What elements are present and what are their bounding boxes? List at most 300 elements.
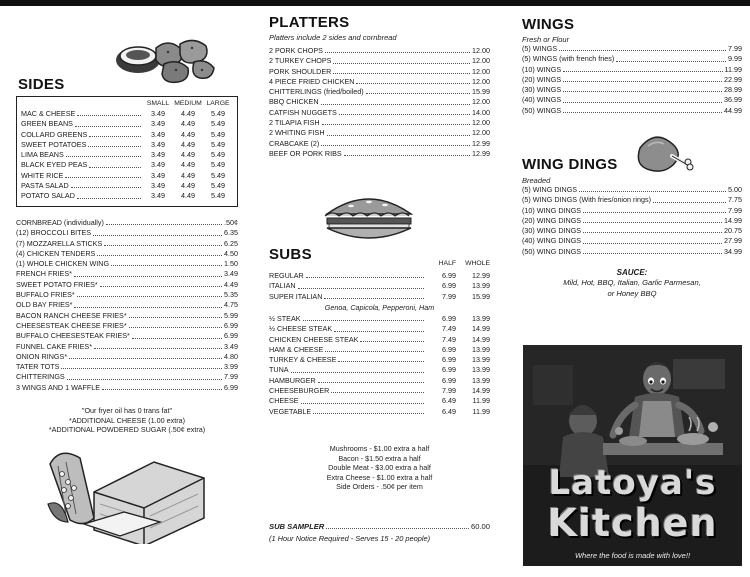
dot-leader: [563, 75, 722, 82]
side-extra-price: 4.50: [224, 248, 238, 258]
side-extra-price: 6.99: [224, 320, 238, 330]
platter-name: 2 WHITING FISH: [269, 128, 325, 138]
side-extra: [16, 321, 238, 331]
side-extra-price: 3.49: [224, 269, 238, 279]
side-extra-name: (7) MOZZARELLA STICKS: [16, 238, 103, 248]
sub-price-whole: 12.99: [472, 271, 490, 280]
dot-leader: [306, 271, 424, 278]
side-extra-name: FUNNEL CAKE FRIES*: [16, 341, 93, 351]
wing-ding: [522, 236, 742, 246]
side-extra-name: (1) WHOLE CHICKEN WING: [16, 259, 110, 269]
wing-ding-price: 7.75: [728, 195, 742, 205]
subs-half-label: HALF: [438, 260, 456, 267]
wing-ding: [522, 247, 742, 257]
sides-note-fryer: "Our fryer oil has 0 trans fat": [81, 406, 173, 415]
side-name: LIMA BEANS: [21, 150, 64, 160]
dot-leader: [74, 269, 222, 276]
dot-leader: [322, 118, 470, 125]
dot-leader: [333, 56, 470, 63]
sub-item: [269, 271, 490, 281]
platters-title: PLATTERS: [269, 14, 350, 31]
sub-price-whole: 13.99: [472, 365, 490, 375]
wing: [522, 75, 742, 85]
side-extra: [16, 218, 238, 228]
platter-name: PORK SHOULDER: [269, 66, 332, 76]
subs-title: SUBS: [269, 246, 312, 263]
sides-table: [16, 96, 238, 207]
platters-subtitle: Platters include 2 sides and cornbread: [269, 33, 397, 42]
platter-name: 4 PIECE FRIED CHICKEN: [269, 76, 355, 86]
sub-sampler-row: [269, 522, 490, 532]
dot-leader: [129, 311, 222, 318]
sauce-block: [522, 268, 742, 299]
side-extra-price: 5.35: [224, 290, 238, 300]
sub-price-half: 7.99: [442, 386, 456, 396]
platter-price: 12.00: [472, 56, 490, 66]
side-extra-price: 6.25: [224, 238, 238, 248]
wing-ding-name: (40) WING DINGS: [522, 236, 582, 246]
dot-leader: [326, 522, 469, 529]
platter: [269, 118, 490, 128]
dot-leader: [360, 335, 424, 342]
subs-extra-side-orders: Side Orders - .50¢ per item: [336, 482, 423, 491]
dot-leader: [94, 342, 222, 349]
platter: [269, 46, 490, 56]
sub-price-half: 6.99: [442, 314, 456, 323]
dot-leader: [67, 372, 222, 379]
sub-price-whole: 15.99: [472, 291, 490, 301]
wing-price: 36.99: [724, 95, 742, 105]
sub-price-half: 6.99: [442, 344, 456, 354]
side-extra-name: CORNBREAD (individually): [16, 218, 104, 227]
sides-list: [21, 109, 233, 202]
sub-item: [269, 324, 490, 334]
side-extra-price: 6.99: [224, 331, 238, 341]
platter: [269, 139, 490, 149]
sides-row: [21, 160, 233, 170]
side-price-medium: 4.49: [181, 191, 195, 201]
side-extra-name: (4) CHICKEN TENDERS: [16, 248, 96, 258]
side-extra-price: 3.99: [224, 362, 238, 372]
brand-name-line-2: Kitchen: [547, 501, 718, 545]
platter: [269, 67, 490, 77]
side-price-small: 3.49: [151, 119, 165, 129]
platter-name: 2 PORK CHOPS: [269, 46, 323, 55]
wing: [522, 65, 742, 75]
dot-leader: [356, 77, 470, 84]
platter-price: 12.99: [472, 138, 490, 148]
wing-ding: [522, 226, 742, 236]
brand-logo: [523, 345, 742, 566]
platter-name: CRABCAKE (2): [269, 138, 320, 148]
sub-item: [269, 355, 490, 365]
side-extra: [16, 383, 238, 393]
dot-leader: [61, 362, 222, 369]
sides-extras-list: [16, 218, 238, 393]
dot-leader: [563, 65, 722, 72]
sub-price-half: 6.99: [442, 281, 456, 291]
side-price-medium: 4.49: [181, 181, 195, 191]
sub-name: HAM & CHEESE: [269, 344, 324, 354]
side-extra-name: SWEET POTATO FRIES*: [16, 279, 98, 289]
side-price-large: 5.49: [211, 129, 225, 139]
dot-leader: [559, 44, 726, 51]
side-price-large: 5.49: [211, 191, 225, 201]
dot-leader: [97, 249, 222, 256]
dot-leader: [301, 396, 424, 403]
sub-item: [269, 281, 490, 291]
dot-leader: [69, 352, 222, 359]
sub-price-half: 6.99: [442, 271, 456, 280]
super-italian-note: Genoa, Capicola, Pepperoni, Ham: [324, 303, 435, 312]
side-price-medium: 4.49: [181, 139, 195, 149]
side-extra: [16, 249, 238, 259]
sub-sampler-price: 60.00: [470, 522, 490, 531]
wing: [522, 54, 742, 64]
dot-leader: [563, 85, 722, 92]
wing-ding-name: (20) WING DINGS: [522, 215, 582, 225]
platter-price: 14.00: [472, 107, 490, 117]
side-price-medium: 4.49: [181, 160, 195, 170]
side-extra: [16, 372, 238, 382]
side-extra-price: 6.35: [224, 228, 238, 238]
wing-ding-name: (5) WING DINGS: [522, 185, 578, 194]
sub-price-half: 6.99: [442, 365, 456, 375]
platter-price: 12.00: [472, 128, 490, 138]
wings-subtitle: Fresh or Flour: [522, 35, 570, 44]
platter-price: 12.00: [472, 46, 490, 55]
wing-dings-list: [522, 185, 742, 257]
dot-leader: [563, 95, 722, 102]
platters-list: [269, 46, 490, 159]
wing: [522, 44, 742, 54]
sub-price-whole: 13.99: [472, 375, 490, 385]
dot-leader: [111, 259, 222, 266]
wing-name: (5) WINGS: [522, 44, 558, 53]
side-extra-price: 3.49: [224, 341, 238, 351]
wing-name: (50) WINGS: [522, 105, 562, 115]
side-extra-name: BACON RANCH CHEESE FRIES*: [16, 310, 127, 320]
sub-price-whole: 14.99: [472, 324, 490, 334]
side-extra-name: CHITTERINGS: [16, 372, 65, 382]
platter-price: 12.00: [472, 66, 490, 76]
sub-price-whole: 13.99: [472, 355, 490, 365]
dot-leader: [338, 355, 424, 362]
dot-leader: [106, 218, 222, 225]
dot-leader: [77, 290, 222, 297]
wing-ding-name: (30) WING DINGS: [522, 226, 582, 236]
subs-list-a: [269, 271, 490, 302]
wing-ding-price: 5.00: [728, 185, 742, 194]
side-extra-name: TATER TOTS: [16, 362, 60, 372]
platter-name: CATFISH NUGGETS: [269, 107, 337, 117]
side-extra: [16, 269, 238, 279]
sub-name: HAMBURGER: [269, 375, 316, 385]
dot-leader: [583, 247, 722, 254]
dot-leader: [298, 281, 424, 288]
sub-item: [269, 407, 490, 417]
side-price-medium: 4.49: [181, 109, 195, 118]
sub-item: [269, 386, 490, 396]
sub-name: TURKEY & CHEESE: [269, 355, 337, 365]
dot-leader: [333, 67, 470, 74]
wing-name: (10) WINGS: [522, 64, 562, 74]
wing-price: 9.99: [728, 54, 742, 64]
dot-leader: [71, 181, 141, 188]
wings-list: [522, 44, 742, 116]
dot-leader: [324, 292, 424, 299]
side-price-small: 3.49: [151, 139, 165, 149]
sub-item: [269, 314, 490, 324]
sub-name: CHICKEN CHEESE STEAK: [269, 334, 359, 344]
sub-item: [269, 376, 490, 386]
dot-leader: [88, 140, 141, 147]
sub-name: ITALIAN: [269, 281, 296, 291]
side-price-large: 5.49: [211, 160, 225, 170]
platter-price: 12.00: [472, 118, 490, 128]
dot-leader: [325, 345, 424, 352]
sides-size-header: [21, 100, 233, 107]
side-name: PASTA SALAD: [21, 181, 69, 191]
dot-leader: [74, 300, 222, 307]
sub-price-whole: 13.99: [472, 281, 490, 291]
dot-leader: [89, 130, 141, 137]
platter: [269, 149, 490, 159]
sub-name: REGULAR: [269, 271, 304, 280]
sub-price-half: 6.99: [442, 355, 456, 365]
wing-ding: [522, 216, 742, 226]
sides-row: [21, 171, 233, 181]
side-name: WHITE RICE: [21, 170, 64, 180]
chicken-wing-illustration: [634, 130, 698, 186]
side-name: GREEN BEANS: [21, 119, 73, 129]
side-extra: [16, 280, 238, 290]
side-extra-price: .50¢: [224, 218, 238, 227]
subs-extras: [269, 444, 490, 492]
platter-name: BBQ CHICKEN: [269, 97, 319, 107]
sauce-line-1: Mild, Hot, BBQ, Italian, Garlic Parmesan,: [563, 278, 701, 287]
side-extra: [16, 228, 238, 238]
side-price-small: 3.49: [151, 129, 165, 139]
dot-leader: [334, 324, 424, 331]
subs-extra-mushrooms: Mushrooms - $1.00 extra a half: [329, 444, 430, 453]
side-extra-price: 5.99: [224, 310, 238, 320]
sub-name: ½ CHEESE STEAK: [269, 324, 333, 334]
side-price-large: 5.49: [211, 119, 225, 129]
side-extra-name: OLD BAY FRIES*: [16, 300, 73, 310]
size-small-label: SMALL: [146, 100, 170, 107]
platter: [269, 97, 490, 107]
sub-price-whole: 13.99: [472, 314, 490, 323]
dot-leader: [132, 331, 222, 338]
size-medium-label: MEDIUM: [174, 100, 202, 107]
sides-row: [21, 109, 233, 119]
wing-dings-subtitle: Breaded: [522, 176, 551, 185]
dot-leader: [66, 150, 141, 157]
wing-ding: [522, 206, 742, 216]
wing-ding-price: 27.99: [724, 236, 742, 246]
dot-leader: [325, 46, 470, 53]
subs-list-b: [269, 314, 490, 417]
side-extra: [16, 331, 238, 341]
sides-note-sugar: *ADDITIONAL POWDERED SUGAR (.50¢ extra): [48, 425, 206, 434]
wing-ding-name: (5) WING DINGS (With fries/onion rings): [522, 195, 651, 205]
wing-ding-price: 34.99: [724, 246, 742, 256]
sub-price-whole: 14.99: [472, 334, 490, 344]
sub-item: [269, 292, 490, 302]
side-price-medium: 4.49: [181, 129, 195, 139]
side-extra-price: 6.99: [224, 382, 238, 392]
wing-name: (40) WINGS: [522, 95, 562, 105]
side-extra-price: 4.49: [224, 279, 238, 289]
platter-name: 2 TILAPIA FISH: [269, 118, 320, 128]
dot-leader: [583, 236, 722, 243]
side-name: MAC & CHEESE: [21, 109, 76, 118]
side-extra: [16, 300, 238, 310]
side-price-large: 5.49: [211, 170, 225, 180]
platter: [269, 87, 490, 97]
sub-price-half: 7.99: [442, 291, 456, 301]
top-border: [0, 0, 750, 6]
dot-leader: [331, 386, 424, 393]
side-extra: [16, 342, 238, 352]
wing-ding-name: (10) WING DINGS: [522, 205, 582, 215]
wing-price: 7.99: [728, 44, 742, 53]
wing-name: (20) WINGS: [522, 74, 562, 84]
platter-price: 12.00: [472, 97, 490, 107]
subs-whole-label: WHOLE: [465, 260, 490, 267]
sub-price-half: 6.99: [442, 375, 456, 385]
dot-leader: [583, 226, 722, 233]
wing-ding: [522, 195, 742, 205]
side-extra-price: 7.99: [224, 372, 238, 382]
side-extra-name: (12) BROCCOLI BITES: [16, 228, 92, 238]
platter-price: 12.00: [472, 76, 490, 86]
sub-price-half: 7.49: [442, 334, 456, 344]
dot-leader: [583, 206, 726, 213]
sub-name: CHEESE: [269, 396, 299, 406]
wing: [522, 95, 742, 105]
dot-leader: [583, 216, 722, 223]
size-large-label: LARGE: [206, 100, 230, 107]
side-name: BLACK EYED PEAS: [21, 160, 88, 170]
side-price-medium: 4.49: [181, 170, 195, 180]
wing-ding-price: 7.99: [728, 205, 742, 215]
platter: [269, 108, 490, 118]
wing-name: (5) WINGS (with french fries): [522, 54, 615, 64]
brand-name-line-1: Latoya's: [548, 463, 717, 503]
side-price-medium: 4.49: [181, 119, 195, 129]
side-price-large: 5.49: [211, 109, 225, 118]
side-price-large: 5.49: [211, 150, 225, 160]
sub-sandwich-illustration: [321, 192, 417, 244]
side-price-large: 5.49: [211, 139, 225, 149]
side-price-small: 3.49: [151, 150, 165, 160]
sub-price-whole: 13.99: [472, 344, 490, 354]
wing-price: 44.99: [724, 105, 742, 115]
sub-item: [269, 396, 490, 406]
dot-leader: [77, 109, 141, 116]
side-extra: [16, 362, 238, 372]
side-name: SWEET POTATOES: [21, 139, 87, 149]
wing-dings-title: WING DINGS: [522, 156, 618, 173]
dot-leader: [339, 108, 470, 115]
sub-name: ½ STEAK: [269, 314, 301, 323]
dot-leader: [303, 314, 424, 321]
sides-row: [21, 119, 233, 129]
sub-price-whole: 11.99: [472, 406, 490, 416]
sauce-line-2: or Honey BBQ: [607, 289, 657, 298]
dot-leader: [318, 376, 424, 383]
side-extra-name: 3 WINGS AND 1 WAFFLE: [16, 382, 100, 392]
platter-name: 2 TURKEY CHOPS: [269, 56, 332, 66]
wing-price: 22.99: [724, 74, 742, 84]
side-extra: [16, 290, 238, 300]
sides-note-cheese: *ADDITIONAL CHEESE (1.00 extra): [69, 415, 185, 425]
sub-name: SUPER ITALIAN: [269, 291, 323, 301]
wing-ding-price: 14.99: [724, 215, 742, 225]
side-extra-price: 4.80: [224, 351, 238, 361]
dot-leader: [616, 54, 726, 61]
dot-leader: [102, 383, 222, 390]
dot-leader: [313, 407, 424, 414]
side-price-medium: 4.49: [181, 150, 195, 160]
sub-item: [269, 335, 490, 345]
wing-ding: [522, 185, 742, 195]
side-extra-name: BUFFALO FRIES*: [16, 290, 75, 300]
dot-leader: [653, 195, 726, 202]
platter-price: 15.99: [472, 87, 490, 97]
dot-leader: [77, 191, 141, 198]
sauce-title: SAUCE:: [616, 268, 648, 277]
side-name: POTATO SALAD: [21, 191, 75, 201]
side-price-small: 3.49: [151, 109, 165, 118]
side-extra-name: CHEESESTEAK CHEESE FRIES*: [16, 320, 127, 330]
sub-item: [269, 365, 490, 375]
dot-leader: [563, 106, 722, 113]
dot-leader: [327, 128, 470, 135]
sub-name: TUNA: [269, 365, 289, 375]
side-price-small: 3.49: [151, 191, 165, 201]
sides-row: [21, 150, 233, 160]
side-extra-name: BUFFALO CHEESESTEAK FRIES*: [16, 331, 130, 341]
dot-leader: [321, 139, 470, 146]
dot-leader: [321, 97, 470, 104]
side-extra-name: FRENCH FRIES*: [16, 269, 72, 279]
sub-price-half: 6.49: [442, 396, 456, 406]
sides-row: [21, 140, 233, 150]
side-name: COLLARD GREENS: [21, 129, 88, 139]
subs-size-header: [269, 260, 490, 267]
wing-price: 11.99: [724, 64, 742, 74]
wings-title: WINGS: [522, 16, 575, 33]
side-extra: [16, 239, 238, 249]
dot-leader: [104, 239, 222, 246]
dot-leader: [129, 321, 222, 328]
fried-food-illustration: [108, 26, 228, 88]
dot-leader: [344, 149, 470, 156]
side-extra-price: 1.50: [224, 259, 238, 269]
platter-price: 12.99: [472, 148, 490, 158]
sub-price-whole: 11.99: [472, 396, 490, 406]
dot-leader: [291, 365, 424, 372]
dot-leader: [65, 171, 141, 178]
dot-leader: [75, 119, 141, 126]
side-extra: [16, 259, 238, 269]
wing: [522, 106, 742, 116]
platter: [269, 77, 490, 87]
side-price-small: 3.49: [151, 170, 165, 180]
